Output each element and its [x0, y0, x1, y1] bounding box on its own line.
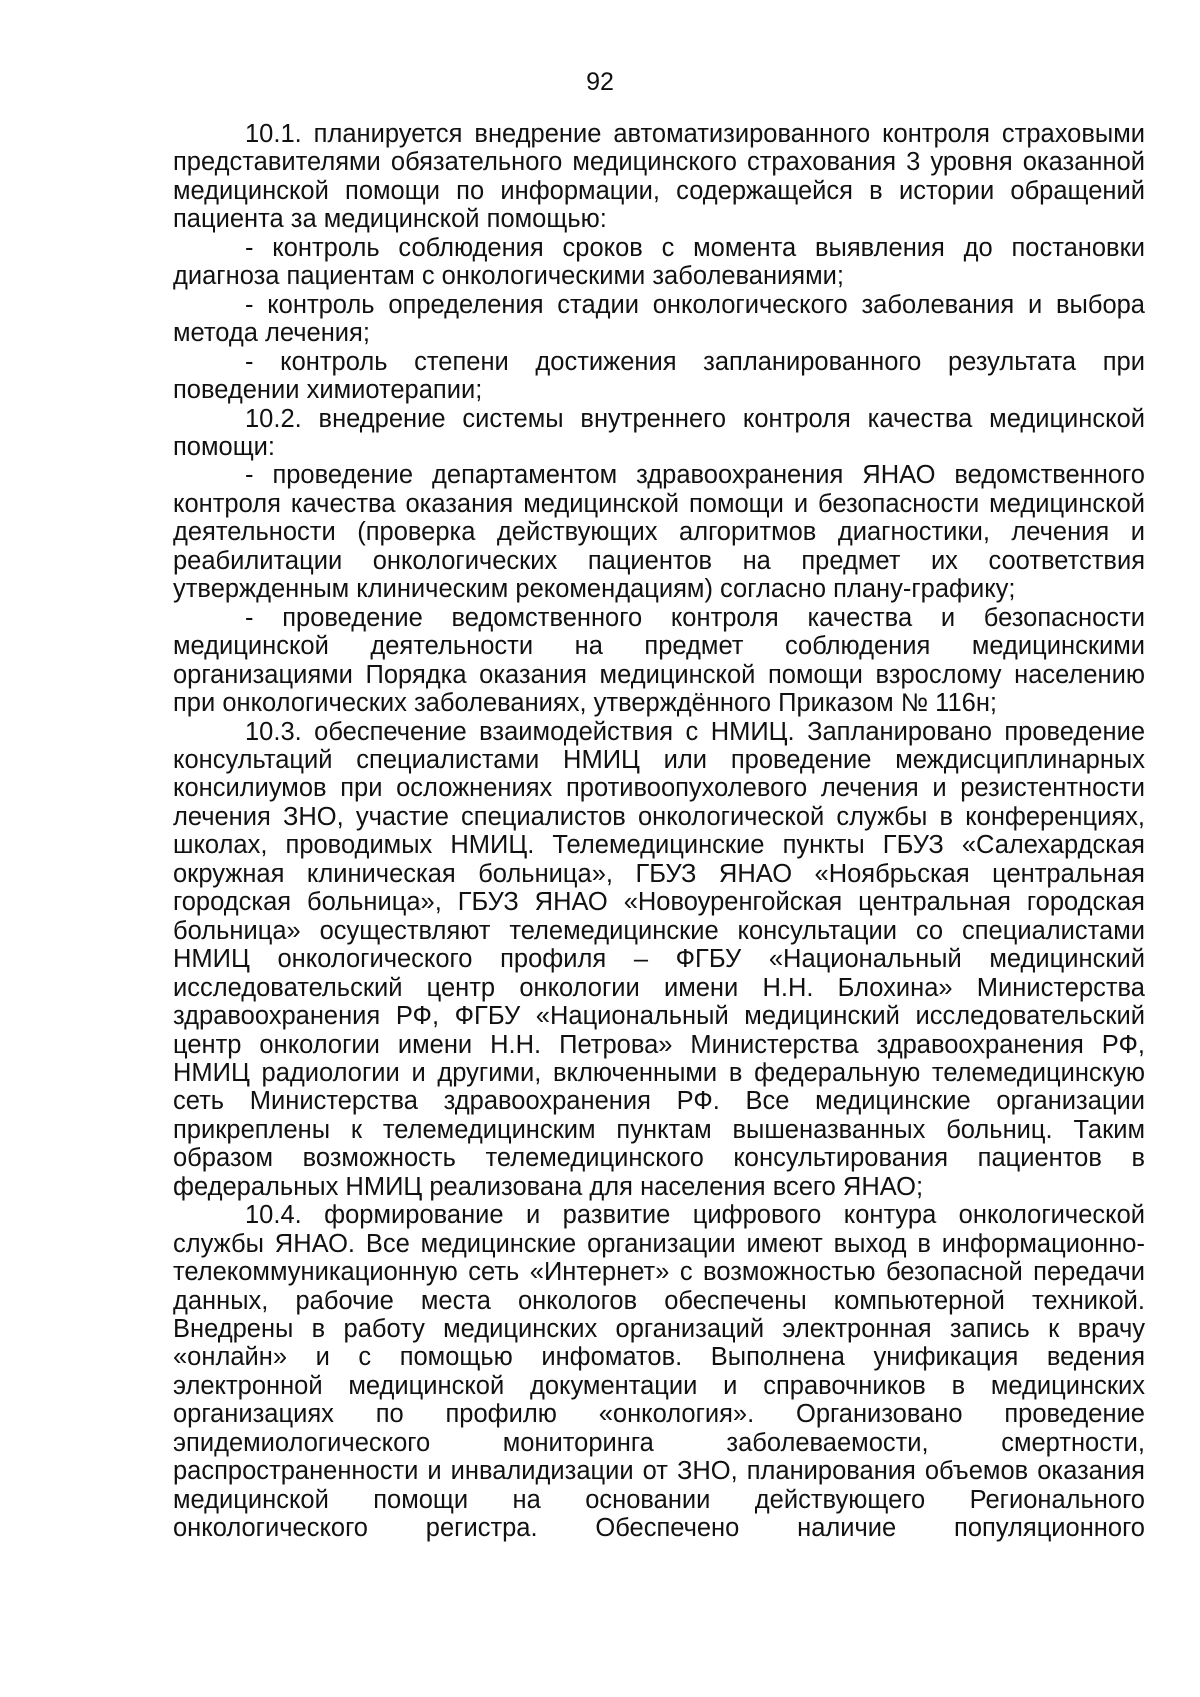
paragraph-10-3: 10.3. обеспечение взаимодействия с НМИЦ. Запланировано проведение консультаций специалистами НМИЦ или проведение междисциплинарных консилиумов при осложнениях противоопухолевого лечения и резистентности лечения ЗНО, участие специалистов онкологической службы в конференциях, школах, проводимых НМИЦ. Телемедицинские пункты ГБУЗ «Салехардская окружная клиническая больница», ГБУЗ ЯНАО «Ноябрьская центральная городская больница», ГБУЗ ЯНАО «Новоуренгойская центральная городская больница» осуществляют телемедицинские консультации со специалистами НМИЦ онкологического профиля – ФГБУ «Национальный медицинский исследовательский центр онкологии имени Н.Н. Блохина» Министерства здравоохранения РФ, ФГБУ «Национальный медицинский исследовательский центр онкологии имени Н.Н. Петрова» Министерства здравоохранения РФ, НМИЦ радиологии и другими, включенными в федеральную телемедицинскую сеть Министерства здравоохранения РФ. Все медицинские организации прикреплены к телемедицинским пунктам вышеназванных больниц. Таким образом возможность телемедицинского консультирования пациентов в федеральных НМИЦ реализована для населения всего ЯНАО;	[173, 717, 1145, 1201]
list-item-order-compliance: - проведение ведомственного контроля качества и безопасности медицинской деятельности на предмет соблюдения медицинскими организациями Порядка оказания медицинской помощи взрослому населению при онкологических заболеваниях, утверждённого Приказом № 116н;	[173, 603, 1145, 718]
paragraph-10-1: 10.1. планируется внедрение автоматизированного контроля страховыми представителями обязательного медицинского страхования 3 уровня оказанной медицинской помощи по информации, содержащейся в истории обращений пациента за медицинской помощью:	[173, 120, 1145, 234]
list-item-deadline-control: - контроль соблюдения сроков с момента выявления до постановки диагноза пациентам с онкологическими заболеваниями;	[173, 233, 1145, 291]
list-item-stage-control: - контроль определения стадии онкологического заболевания и выбора метода лечения;	[173, 290, 1145, 348]
paragraph-10-4: 10.4. формирование и развитие цифрового контура онкологической службы ЯНАО. Все медицинские организации имеют выход в информационно-телекоммуникационную сеть «Интернет» с возможностью безопасной передачи данных, рабочие места онкологов обеспечены компьютерной техникой. Внедрены в работу медицинских организаций электронная запись к врачу «онлайн» и с помощью инфоматов. Выполнена унификация ведения электронной медицинской документации и справочников в медицинских организациях по профилю «онкология». Организовано проведение эпидемиологического мониторинга заболеваемости, смертности, распространенности и инвалидизации от ЗНО, планирования объемов оказания медицинской помощи на основании действующего Регионального онкологического регистра. Обеспечено наличие популяционного	[173, 1201, 1145, 1543]
paragraph-10-2: 10.2. внедрение системы внутреннего контроля качества медицинской помощи:	[173, 404, 1145, 461]
document-body	[173, 120, 1145, 1543]
list-item-departmental-control: - проведение департаментом здравоохранения ЯНАО ведомственного контроля качества оказания медицинской помощи и безопасности медицинской деятельности (проверка действующих алгоритмов диагностики, лечения и реабилитации онкологических пациентов на предмет их соответствия утвержденным клиническим рекомендациям) согласно плану-графику;	[173, 461, 1145, 604]
page-number: 92	[586, 68, 614, 96]
list-item-result-control: - контроль степени достижения запланированного результата при поведении химиотерапии;	[173, 347, 1145, 405]
